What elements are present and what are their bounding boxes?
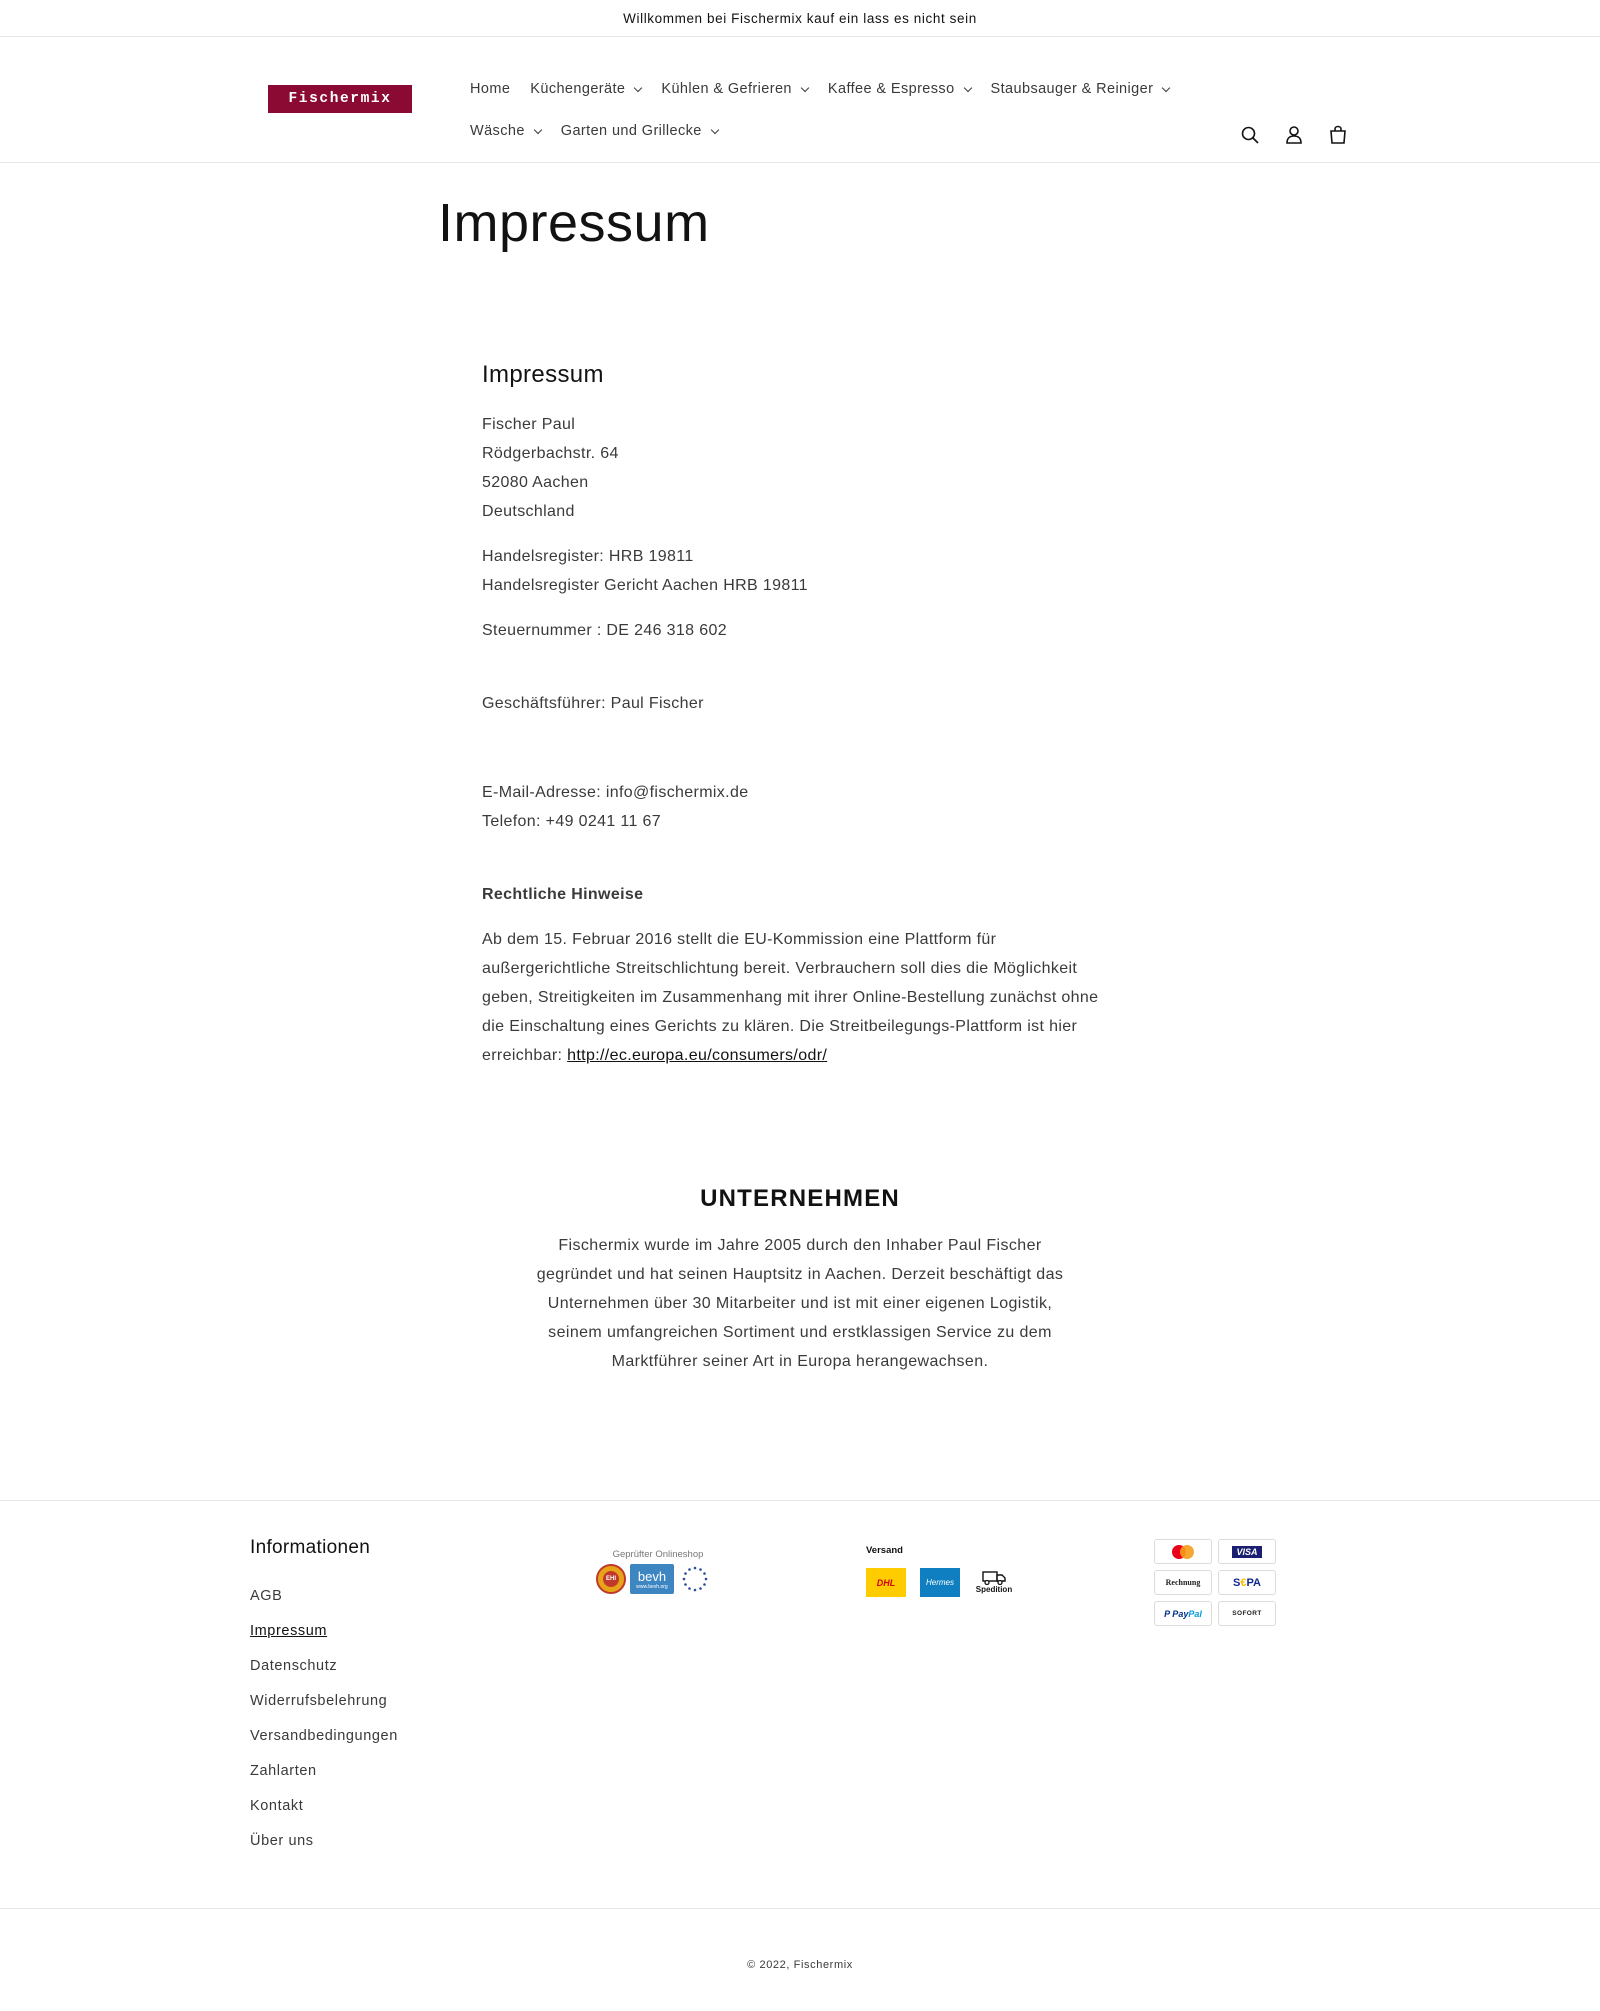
payment-methods xyxy=(1154,1539,1276,1626)
shipping-row xyxy=(866,1568,1014,1597)
trust-badge-caption: Geprüfter Onlineshop xyxy=(612,1549,704,1560)
header-icons xyxy=(1238,123,1350,147)
truck-icon xyxy=(982,1571,1006,1585)
nav-item-label: Home xyxy=(470,81,511,97)
site-header xyxy=(0,37,1600,163)
dhl-logo-text: DHL xyxy=(876,1577,896,1588)
address-line: Rödgerbachstr. 64 xyxy=(482,445,619,462)
footer-link-agb[interactable] xyxy=(250,1579,398,1614)
spedition-label: Spedition xyxy=(975,1585,1013,1594)
nav-item-waesche[interactable] xyxy=(460,123,551,139)
footer-link-label: Kontakt xyxy=(250,1798,304,1814)
sepa-text-b: € xyxy=(1240,1576,1247,1589)
nav-item-label: Staubsauger & Reiniger xyxy=(990,81,1154,97)
footer-link-label: Datenschutz xyxy=(250,1658,338,1674)
bevh-logo xyxy=(630,1564,674,1594)
nav-row-2 xyxy=(460,110,1220,152)
announcement-text: Willkommen bei Fischermix kauf ein lass es nicht sein xyxy=(623,10,977,26)
dhl-logo xyxy=(866,1568,906,1597)
nav-item-label: Garten und Grillecke xyxy=(560,123,702,139)
footer-link-label: Über uns xyxy=(250,1833,314,1849)
shipping-caption: Versand xyxy=(866,1545,903,1556)
nav-item-label: Wäsche xyxy=(470,123,525,139)
legal-heading: Rechtliche Hinweise xyxy=(482,886,644,903)
address-line: Fischer Paul xyxy=(482,416,576,433)
address-block xyxy=(482,410,1122,526)
mastercard-icon xyxy=(1154,1539,1212,1564)
odr-link[interactable]: http://ec.europa.eu/consumers/odr/ xyxy=(567,1047,828,1064)
register-block xyxy=(482,542,1122,600)
footer-info xyxy=(250,1537,398,1859)
visa-icon xyxy=(1218,1539,1276,1564)
sepa-icon xyxy=(1218,1570,1276,1595)
footer-link-label: Impressum xyxy=(250,1623,328,1639)
copyright-bar xyxy=(0,1908,1600,2011)
nav-item-staubsauger-reiniger[interactable] xyxy=(981,81,1180,97)
shipping-logos xyxy=(866,1545,1014,1597)
footer-link-label: AGB xyxy=(250,1588,283,1604)
paypal-icon xyxy=(1154,1601,1212,1626)
phone-line: Telefon: +49 0241 11 67 xyxy=(482,813,662,830)
footer-info-heading: Informationen xyxy=(250,1537,371,1558)
nav-item-home[interactable] xyxy=(460,81,520,97)
nav-item-label: Kaffee & Espresso xyxy=(827,81,955,97)
hermes-logo xyxy=(920,1568,960,1597)
nav-item-label: Küchengeräte xyxy=(530,81,626,97)
search-icon[interactable] xyxy=(1238,123,1262,147)
visa-text: VISA xyxy=(1232,1546,1261,1558)
main-navigation xyxy=(460,68,1220,152)
nav-item-kuechengeraete[interactable] xyxy=(520,81,651,97)
ehi-seal-text: EHI xyxy=(603,1571,619,1587)
spedition-logo xyxy=(974,1568,1014,1597)
nav-item-label: Kühlen & Gefrieren xyxy=(661,81,792,97)
sepa-text-c: PA xyxy=(1246,1576,1261,1589)
company-section xyxy=(500,1185,1100,1376)
bevh-logo-url: www.bevh.org xyxy=(636,1583,668,1590)
footer-link-kontakt[interactable] xyxy=(250,1789,398,1824)
trust-badge-row[interactable] xyxy=(596,1564,720,1594)
trust-badges xyxy=(596,1549,720,1594)
footer-links xyxy=(250,1579,398,1859)
site-footer xyxy=(0,1500,1600,1910)
hermes-logo-text: Hermes xyxy=(925,1578,954,1587)
brand-logo-text: Fischermix xyxy=(288,91,392,107)
footer-link-impressum[interactable] xyxy=(250,1614,398,1649)
company-heading: UNTERNEHMEN xyxy=(700,1185,900,1212)
sofort-icon xyxy=(1218,1601,1276,1626)
footer-link-label: Versandbedingungen xyxy=(250,1728,398,1744)
footer-link-versandbedingungen[interactable] xyxy=(250,1719,398,1754)
chevron-down-icon xyxy=(801,83,809,91)
content-heading: Impressum xyxy=(482,361,604,388)
company-text: Fischermix wurde im Jahre 2005 durch den Inhaber Paul Fischer gegründet und hat seinen Hauptsitz in Aachen. Derzeit beschäftigt das Unternehmen über 30 Mitarbeiter und ist mit einer eigenen Logistik, seinem umfangreichen Sortiment und erstklassigen Service zu dem Marktführer seiner Art in Europa herangewachsen. xyxy=(536,1237,1064,1370)
chevron-down-icon xyxy=(534,125,542,133)
legal-text-body: Ab dem 15. Februar 2016 stellt die EU-Kommission eine Plattform für außergerichtliche Streitschlichtung bereit. Verbrauchern soll dies die Möglichkeit geben, Streitigkeiten im Zusammenhang mit ihrer Online-Bestellung zunächst ohne die Einschaltung eines Gerichts zu klären. Die Streitbeilegungs-Plattform ist hier erreichbar: xyxy=(482,931,1099,1064)
nav-item-garten-grillecke[interactable] xyxy=(551,123,728,139)
nav-item-kaffee-espresso[interactable] xyxy=(818,81,981,97)
footer-link-widerrufsbelehrung[interactable] xyxy=(250,1684,398,1719)
page-title: Impressum xyxy=(438,193,710,253)
footer-link-zahlarten[interactable] xyxy=(250,1754,398,1789)
chevron-down-icon xyxy=(1162,83,1170,91)
email-line: E-Mail-Adresse: info@fischermix.de xyxy=(482,784,749,801)
paypal-text-b: Pal xyxy=(1188,1608,1202,1619)
register-line: Handelsregister Gericht Aachen HRB 19811 xyxy=(482,577,808,594)
rechnung-icon xyxy=(1154,1570,1212,1595)
european-ecommerce-icon xyxy=(678,1564,712,1594)
footer-link-datenschutz[interactable] xyxy=(250,1649,398,1684)
account-icon[interactable] xyxy=(1282,123,1306,147)
chevron-down-icon xyxy=(963,83,971,91)
rechnung-text: Rechnung xyxy=(1165,1578,1201,1587)
footer-link-ueber-uns[interactable] xyxy=(250,1824,398,1859)
impressum-content xyxy=(482,360,1122,1086)
footer-link-label: Widerrufsbelehrung xyxy=(250,1693,388,1709)
contact-block xyxy=(482,778,1122,836)
sepa-text-a: S xyxy=(1233,1576,1241,1589)
footer-link-label: Zahlarten xyxy=(250,1763,317,1779)
paypal-text-a: P Pay xyxy=(1164,1608,1189,1619)
chevron-down-icon xyxy=(634,83,642,91)
nav-item-kuehlen-gefrieren[interactable] xyxy=(651,81,818,97)
address-line: 52080 Aachen xyxy=(482,474,589,491)
register-line: Handelsregister: HRB 19811 xyxy=(482,548,694,565)
cart-icon[interactable] xyxy=(1326,123,1350,147)
address-line: Deutschland xyxy=(482,503,575,520)
brand-logo[interactable] xyxy=(268,85,412,113)
tax-number: Steuernummer : DE 246 318 602 xyxy=(482,622,727,639)
managing-director: Geschäftsführer: Paul Fischer xyxy=(482,695,704,712)
nav-row-1 xyxy=(460,68,1220,110)
announcement-bar xyxy=(0,0,1600,37)
sofort-text: SOFORT xyxy=(1232,1610,1262,1617)
legal-text xyxy=(482,925,1122,1070)
copyright-text: © 2022, Fischermix xyxy=(747,1959,853,1971)
chevron-down-icon xyxy=(711,125,719,133)
bevh-logo-text: bevh xyxy=(637,1568,667,1584)
ehi-seal-icon xyxy=(596,1564,626,1594)
